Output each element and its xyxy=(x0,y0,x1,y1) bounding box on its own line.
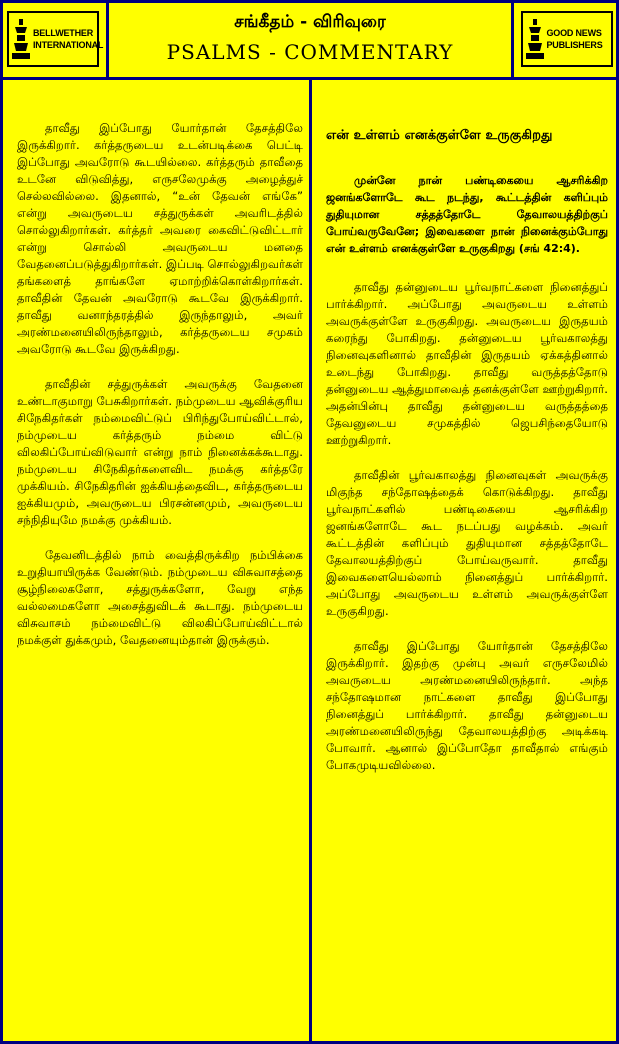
page-header xyxy=(0,0,619,80)
right-column xyxy=(312,80,616,1041)
right-paragraph-1: தாவீது தன்னுடைய பூர்வநாட்களை நினைத்துப் பார்க்கிறார். அப்போது அவருடைய உள்ளம் அவருக்குள்ளே உருகுகிறது. அவருடைய இருதயம் கரைந்து போகிறது. தன்னுடைய பூர்வகாலத்து நினைவுகளினால் தாவீதின் இருதயம் ஏக்கத்தினால் உடைந்து போகிறது. தாவீது வருத்தத்தோடு தன்னுடைய ஆத்துமாவைத் தனக்குள்ளே ஊற்றுகிறார். அதன்பின்பு தாவீது தன்னுடைய வருத்தத்தை தேவனுடைய சமுகத்தில் ஜெபசிந்தையோடு ஊற்றுகிறார். xyxy=(326,280,608,447)
section-heading: என் உள்ளம் எனக்குள்ளே உருகுகிறது xyxy=(326,128,553,143)
scripture-quote: முன்னே நான் பண்டிகையை ஆசரிக்கிற ஜனங்களோடே கூட நடந்து, கூட்டத்தின் களிப்பும் துதியுமான சத்தத்தோடே தேவாலயத்திற்குப் போய்வருவேனே; இவைகளை நான் நினைக்கும்போது என் உள்ளம் எனக்குள்ளே உருகுகிறது (சங் 42:4). xyxy=(326,174,608,255)
left-column xyxy=(3,80,309,1041)
header-title-block xyxy=(109,0,511,77)
left-paragraph-1: தாவீது இப்போது யோர்தான் தேசத்திலே இருக்கிறார். கர்த்தருடைய உடன்படிக்கை பெட்டி இப்போது அவரோடு கூடயில்லை. கர்த்தரும் தாவீதை உடனே விடுவித்து, எருசலேமுக்கு அழைத்துச் செல்லவில்லை. இதனால், “உன் தேவன் எங்கே” என்று அவருடைய சத்துருக்கள் அவரிடத்தில் சொல்லுகிறார்கள். கர்த்தர் அவரை கைவிட்டுவிட்டார் என்று சொல்லி அவருடைய மனதை வேதனைப்படுத்துகிறார்கள். இப்படி சொல்லுகிறவர்கள் தங்களைத் தாங்களே ஏமாற்றிக்கொள்கிறார்கள். தாவீதின் தேவன் அவரோடு கூடவே இருக்கிறார். தாவீது வனாந்தரத்தில் இருந்தாலும், அவர் அரண்மனையிலிருந்தாலும், கர்த்தருடைய சமுகம் அவரோடு கூடவே இருக்கிறது. xyxy=(17,121,303,356)
good-news-logo-line2: PUBLISHERS xyxy=(546,39,603,50)
left-paragraph-2: தாவீதின் சத்துருக்கள் அவருக்கு வேதனை உண்டாகுமாறு பேசுகிறார்கள். நம்முடைய ஆவிக்குரிய சிநேகிதர்கள் நம்மைவிட்டுப் பிரிந்துபோய்விட்டால், நம்முடைய கர்த்தரும் நம்மை விட்டு விலகிப்போய்விடுவார் என்று நாம் நினைக்கக்கூடாது. நம்முடைய சிநேகிதர்களைவிட நமக்கு கர்த்தரே முக்கியம். சிநேகிதரின் ஐக்கியத்தைவிட, கர்த்தருடைய ஐக்கியமும், அவருடைய பிரசன்னமும், அவருடைய சந்நிதியுமே நமக்கு முக்கியம். xyxy=(17,377,303,527)
bellwether-logo-badge xyxy=(7,11,104,67)
good-news-logo xyxy=(511,0,619,77)
right-paragraph-2: தாவீதின் பூர்வகாலத்து நினைவுகள் அவருக்கு மிகுந்த சந்தோஷத்தைக் கொடுக்கிறது. தாவீது பூர்வநாட்களில் பண்டிகையை ஆசரிக்கிற ஜனங்களோடே கூட நடப்பது வழக்கம். அவர் கூட்டத்தின் களிப்பும் துதியுமான சத்தத்தோடே தேவாலயத்திற்குப் போய்வருவார். தாவீது இவைகளையெல்லாம் நினைத்துப் பார்க்கிறார். அப்போது அவருடைய உள்ளம் அவருக்குள்ளே உருகுகிறது. xyxy=(326,468,608,618)
left-paragraph-3: தேவனிடத்தில் நாம் வைத்திருக்கிற நம்பிக்கை உறுதியாயிருக்க வேண்டும். நம்முடைய விசுவாசத்தை சூழ்நிலைகளோ, சத்துருக்களோ, வேறு எந்த வல்லமைகளோ அசைத்துவிடக் கூடாது. நம்முடைய விசுவாசம் நம்மைவிட்டு விலகிப்போய்விட்டால் நமக்குள் துக்கமும், வேதனையும்தான் இருக்கும். xyxy=(17,548,303,647)
bellwether-logo-line1: BELLWETHER xyxy=(33,27,93,38)
good-news-logo-badge xyxy=(521,11,613,67)
bellwether-logo xyxy=(0,0,109,77)
building-logo-icon xyxy=(525,17,545,61)
good-news-logo-text xyxy=(547,27,603,51)
bellwether-logo-line2: INTERNATIONAL xyxy=(33,39,104,50)
good-news-logo-line1: GOOD NEWS xyxy=(546,27,602,38)
page-title-tamil: சங்கீதம் - விரிவுரை xyxy=(234,12,386,32)
bellwether-logo-text xyxy=(33,27,103,51)
right-paragraph-3: தாவீது இப்போது யோர்தான் தேசத்திலே இருக்கிறார். இதற்கு முன்பு அவர் எருசலேமில் அவருடைய அரண்மனையிலிருந்தார். அந்த சந்தோஷமான நாட்களை தாவீது இப்போது நினைத்துப் பார்க்கிறார். தாவீது தன்னுடைய அரண்மனையிலிருந்து தேவாலயத்திற்கு அடிக்கடி போவார். ஆனால் இப்போதோ தாவீதால் எங்கும் போகமுடியவில்லை. xyxy=(326,639,608,772)
building-logo-icon xyxy=(11,17,31,61)
page-title-english: PSALMS - COMMENTARY xyxy=(166,40,454,64)
